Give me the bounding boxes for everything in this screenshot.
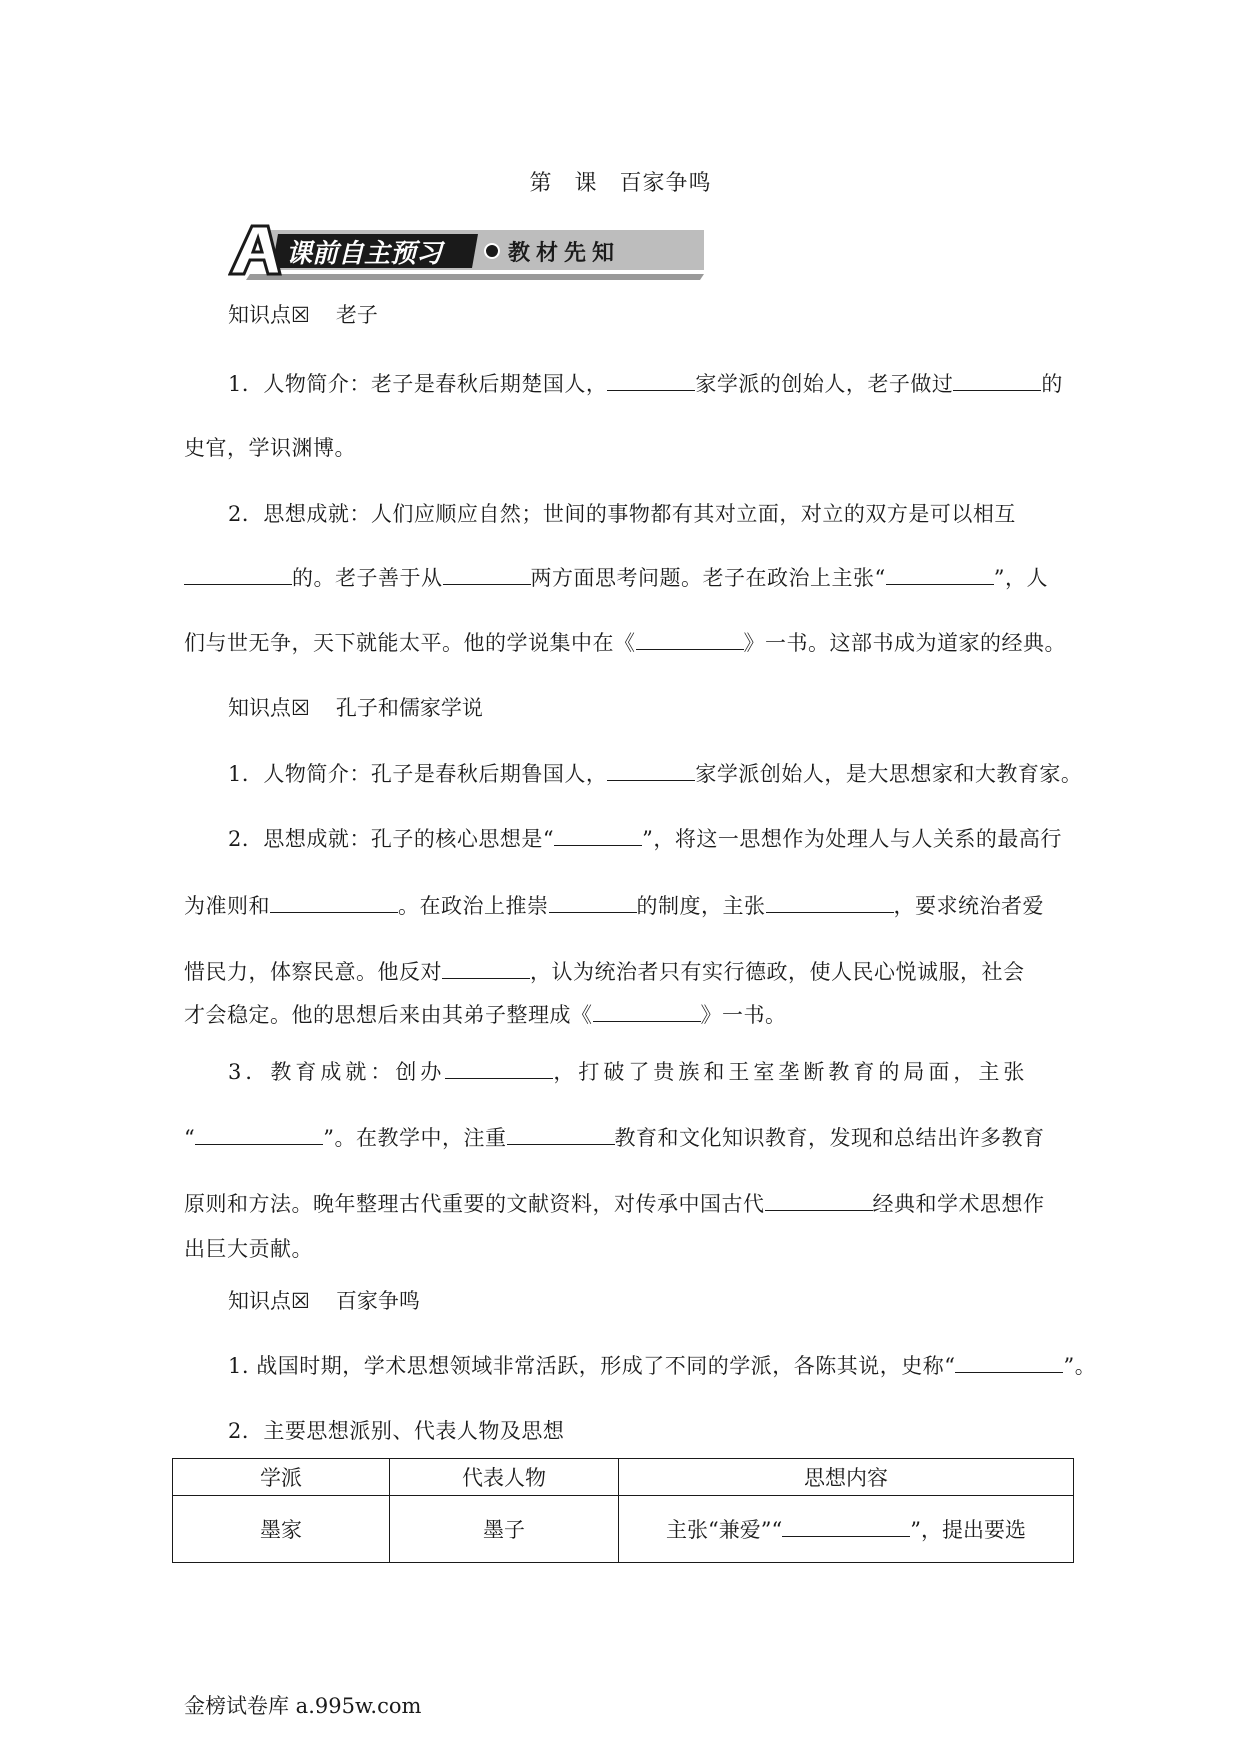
- fill-blank[interactable]: [766, 894, 894, 913]
- table-header: 学派: [173, 1459, 390, 1496]
- preview-banner: [228, 222, 716, 282]
- section-heading-laozi: [228, 299, 378, 329]
- table-cell: 墨子: [390, 1496, 619, 1563]
- section-title: 百家争鸣: [335, 1289, 420, 1313]
- fill-blank[interactable]: [445, 1060, 553, 1079]
- fill-blank[interactable]: [782, 1518, 910, 1537]
- laozi-intro-line1: 1．人物简介：老子是春秋后期楚国人， 家学派的创始人，老子做过 的: [228, 372, 1063, 396]
- section-label: 知识点☒: [228, 696, 310, 720]
- fill-blank[interactable]: [507, 1126, 615, 1145]
- lesson-name: 百家争鸣: [619, 171, 712, 196]
- fill-blank[interactable]: [607, 762, 695, 781]
- fill-blank[interactable]: [953, 372, 1041, 391]
- lesson-suffix: 课: [574, 171, 598, 196]
- banner-sub: 教材先知: [508, 241, 621, 266]
- confucius-intro: 1．人物简介：孔子是春秋后期鲁国人， 家学派创始人，是大思想家和大教育家。: [228, 762, 1083, 786]
- table-cell: 主张“兼爱”“ ”，提出要选: [619, 1496, 1074, 1563]
- fill-blank[interactable]: [607, 372, 695, 391]
- section-label: 知识点☒: [228, 1289, 310, 1313]
- confucius-education-line2: “ ”。在教学中，注重 教育和文化知识教育，发现和总结出许多教育: [184, 1126, 1045, 1150]
- section-heading-confucius: [228, 692, 483, 722]
- confucius-thought-line3: 惜民力，体察民意。他反对 ，认为统治者只有实行德政，使人民心悦诚服，社会: [184, 960, 1025, 984]
- confucius-thought-line4: 才会稳定。他的思想后来由其弟子整理成《 》一书。: [184, 1003, 787, 1027]
- banner-main: 课前自主预习: [286, 239, 443, 269]
- fill-blank[interactable]: [593, 1003, 701, 1022]
- confucius-thought-line1: 2．思想成就：孔子的核心思想是“ ”，将这一思想作为处理人与人关系的最高行: [228, 827, 1062, 851]
- table-header: 思想内容: [619, 1459, 1074, 1496]
- fill-blank[interactable]: [549, 894, 637, 913]
- hundred-schools-line2: 2．主要思想派别、代表人物及思想: [228, 1419, 565, 1443]
- fill-blank[interactable]: [184, 566, 292, 585]
- confucius-education-line1: 3．教育成就：创办 ，打破了贵族和王室垄断教育的局面，主张: [228, 1060, 1029, 1084]
- fill-blank[interactable]: [886, 566, 994, 585]
- table-row: [173, 1496, 1074, 1563]
- table-cell: 墨家: [173, 1496, 390, 1563]
- lesson-title: [0, 166, 1241, 197]
- laozi-thought-line1: 2．思想成就：人们应顺应自然；世间的事物都有其对立面，对立的双方是可以相互: [228, 502, 1016, 526]
- fill-blank[interactable]: [270, 894, 398, 913]
- section-label: 知识点☒: [228, 303, 310, 327]
- fill-blank[interactable]: [554, 827, 642, 846]
- fill-blank[interactable]: [636, 631, 744, 650]
- laozi-thought-line3: 们与世无争，天下就能太平。他的学说集中在《 》一书。这部书成为道家的经典。: [184, 631, 1066, 655]
- bullet-icon: [485, 244, 499, 258]
- hundred-schools-line1: 1. 战国时期，学术思想领域非常活跃，形成了不同的学派，各陈其说，史称“ ”。: [228, 1354, 1097, 1378]
- section-title: 老子: [335, 303, 378, 327]
- fill-blank[interactable]: [955, 1354, 1063, 1373]
- laozi-intro-line2: 史官，学识渊博。: [184, 436, 356, 460]
- fill-blank[interactable]: [195, 1126, 323, 1145]
- table-header: 代表人物: [390, 1459, 619, 1496]
- fill-blank[interactable]: [443, 566, 531, 585]
- confucius-education-line3: 原则和方法。晚年整理古代重要的文献资料，对传承中国古代 经典和学术思想作: [184, 1192, 1045, 1216]
- fill-blank[interactable]: [442, 960, 530, 979]
- fill-blank[interactable]: [765, 1192, 873, 1211]
- table-header-row: [173, 1459, 1074, 1496]
- section-title: 孔子和儒家学说: [335, 696, 483, 720]
- confucius-education-line4: 出巨大贡献。: [184, 1237, 313, 1261]
- confucius-thought-line2: 为准则和 。在政治上推崇 的制度，主张 ，要求统治者爱: [184, 894, 1044, 918]
- laozi-thought-line2: 的。老子善于从 两方面思考问题。老子在政治上主张“ ”，人: [184, 562, 1048, 592]
- schools-table: [172, 1458, 1074, 1563]
- section-heading-hundred-schools: [228, 1285, 420, 1315]
- footer-source: 金榜试卷库 a.995w.com: [184, 1694, 422, 1718]
- lesson-prefix: 第: [529, 171, 553, 196]
